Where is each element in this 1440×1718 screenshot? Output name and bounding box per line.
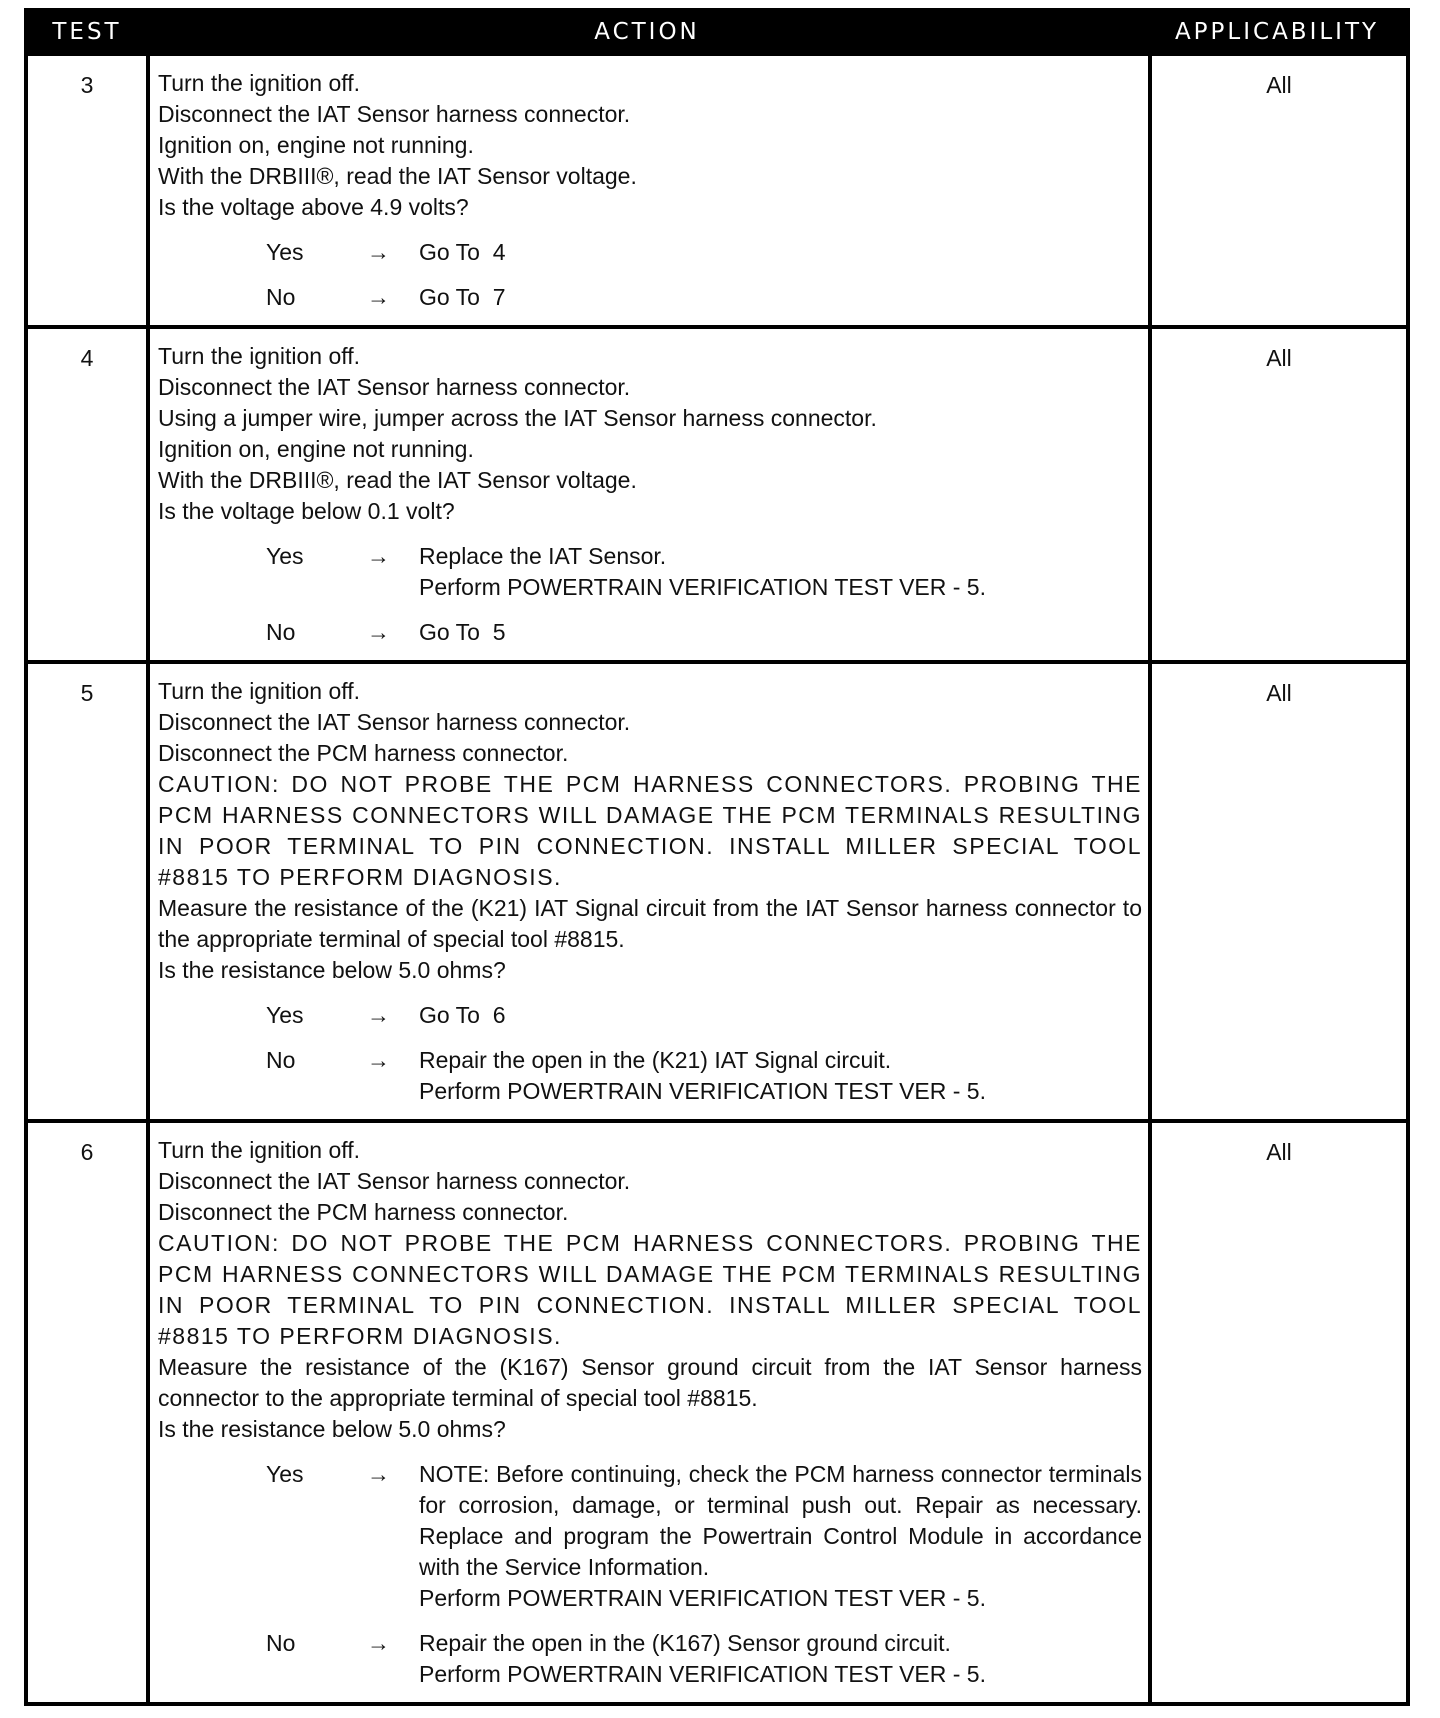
no-label: No (266, 1047, 296, 1073)
action-step: Turn the ignition off. (158, 343, 361, 369)
result-line: Perform POWERTRAIN VERIFICATION TEST VER - 5. (419, 1661, 986, 1687)
no-branch (158, 1628, 1142, 1690)
yes-label: Yes (266, 1002, 304, 1028)
test-number: 5 (28, 664, 150, 1119)
yes-result (419, 237, 1142, 268)
question-step: Is the resistance below 5.0 ohms? (158, 957, 506, 983)
action-cell (150, 329, 1152, 660)
arrow-icon: → (367, 1461, 390, 1487)
arrow-icon: → (367, 619, 390, 645)
result-line: Perform POWERTRAIN VERIFICATION TEST VER - 5. (419, 1585, 986, 1611)
measure-step: Measure the resistance of the (K167) Sensor ground circuit from the IAT Sensor harness connector to the appropriate terminal of special tool #8815. (158, 1354, 1149, 1411)
action-step: Ignition on, engine not running. (158, 436, 474, 462)
no-branch (158, 282, 1142, 313)
arrow-icon: → (367, 284, 390, 310)
no-label: No (266, 1630, 296, 1656)
action-step: Is the voltage above 4.9 volts? (158, 194, 469, 220)
action-cell (150, 56, 1152, 325)
no-branch (158, 617, 1142, 648)
applicability-value: All (1266, 680, 1292, 706)
arrow-icon: → (367, 239, 390, 265)
action-step: Ignition on, engine not running. (158, 132, 474, 158)
caution-text: CAUTION: DO NOT PROBE THE PCM HARNESS CONNECTORS. PROBING THE PCM HARNESS CONNECTORS WILL DAMAGE THE PCM TERMINALS RESULTING IN POOR TERMINAL TO PIN CONNECTION. INSTALL MILLER SPECIAL TOOL #8815 TO PERFORM DIAGNOSIS. (158, 771, 1150, 890)
arrow-icon: → (367, 1630, 390, 1656)
table-header (28, 12, 1406, 52)
action-step: With the DRBIII®, read the IAT Sensor voltage. (158, 163, 637, 189)
yes-label: Yes (266, 543, 304, 569)
caution-text: CAUTION: DO NOT PROBE THE PCM HARNESS CONNECTORS. PROBING THE PCM HARNESS CONNECTORS WILL DAMAGE THE PCM TERMINALS RESULTING IN POOR TERMINAL TO PIN CONNECTION. INSTALL MILLER SPECIAL TOOL #8815 TO PERFORM DIAGNOSIS. (158, 1230, 1150, 1349)
header-applicability: APPLICABILITY (1174, 19, 1380, 45)
arrow-icon: → (367, 543, 390, 569)
applicability-value: All (1266, 1139, 1292, 1165)
result-line: Perform POWERTRAIN VERIFICATION TEST VER - 5. (419, 1078, 986, 1104)
action-step: Disconnect the IAT Sensor harness connector. (158, 1168, 631, 1194)
yes-branch (158, 541, 1142, 603)
measure-step: Measure the resistance of the (K21) IAT Signal circuit from the IAT Sensor harness connector to the appropriate terminal of special tool #8815. (158, 895, 1149, 952)
table-row (28, 1119, 1406, 1702)
action-step: Turn the ignition off. (158, 1137, 361, 1163)
yes-result (419, 541, 1142, 603)
test-number: 3 (28, 56, 150, 325)
no-label: No (266, 284, 296, 310)
action-step: With the DRBIII®, read the IAT Sensor voltage. (158, 467, 637, 493)
action-cell (150, 1123, 1152, 1702)
header-action: ACTION (594, 19, 700, 45)
result-line: Replace the IAT Sensor. (419, 543, 667, 569)
arrow-icon: → (367, 1047, 390, 1073)
result-line: Go To 7 (419, 284, 506, 310)
yes-result (419, 1459, 1149, 1614)
action-step: Turn the ignition off. (158, 70, 361, 96)
action-step: Disconnect the IAT Sensor harness connector. (158, 709, 631, 735)
result-line: Repair the open in the (K167) Sensor ground circuit. (419, 1630, 951, 1656)
yes-branch (158, 1000, 1142, 1031)
no-result (419, 282, 1142, 313)
yes-label: Yes (266, 239, 304, 265)
action-step: Disconnect the IAT Sensor harness connector. (158, 374, 631, 400)
yes-branch (158, 1459, 1149, 1614)
result-line: Repair the open in the (K21) IAT Signal circuit. (419, 1047, 892, 1073)
applicability-value: All (1266, 72, 1292, 98)
header-test: TEST (52, 19, 122, 45)
result-line: Perform POWERTRAIN VERIFICATION TEST VER - 5. (419, 574, 986, 600)
test-number: 6 (28, 1123, 150, 1702)
action-step: Disconnect the PCM harness connector. (158, 1199, 569, 1225)
yes-branch (158, 237, 1142, 268)
action-step: Turn the ignition off. (158, 678, 361, 704)
yes-label: Yes (266, 1461, 304, 1487)
result-line: Go To 4 (419, 239, 506, 265)
question-step: Is the resistance below 5.0 ohms? (158, 1416, 506, 1442)
test-number: 4 (28, 329, 150, 660)
action-cell (150, 664, 1152, 1119)
table-row (28, 660, 1406, 1119)
result-line: Go To 5 (419, 619, 506, 645)
table-row (28, 325, 1406, 660)
no-result (419, 1628, 1142, 1690)
diagnostic-table (24, 8, 1410, 1706)
arrow-icon: → (367, 1002, 390, 1028)
action-step: Is the voltage below 0.1 volt? (158, 498, 455, 524)
no-result (419, 1045, 1142, 1107)
yes-result (419, 1000, 1142, 1031)
action-step: Disconnect the PCM harness connector. (158, 740, 569, 766)
action-step: Disconnect the IAT Sensor harness connector. (158, 101, 631, 127)
result-line: Go To 6 (419, 1002, 506, 1028)
no-branch (158, 1045, 1142, 1107)
no-label: No (266, 619, 296, 645)
action-step: Using a jumper wire, jumper across the IAT Sensor harness connector. (158, 405, 877, 431)
applicability-value: All (1266, 345, 1292, 371)
table-row (28, 52, 1406, 325)
no-result (419, 617, 1142, 648)
yes-note: NOTE: Before continuing, check the PCM harness connector terminals for corrosion, damage, or terminal push out. Repair as necessary. Replace and program the Powertrain Control Module in accordance with the Service Information. (419, 1461, 1149, 1580)
table-body (28, 52, 1406, 1702)
